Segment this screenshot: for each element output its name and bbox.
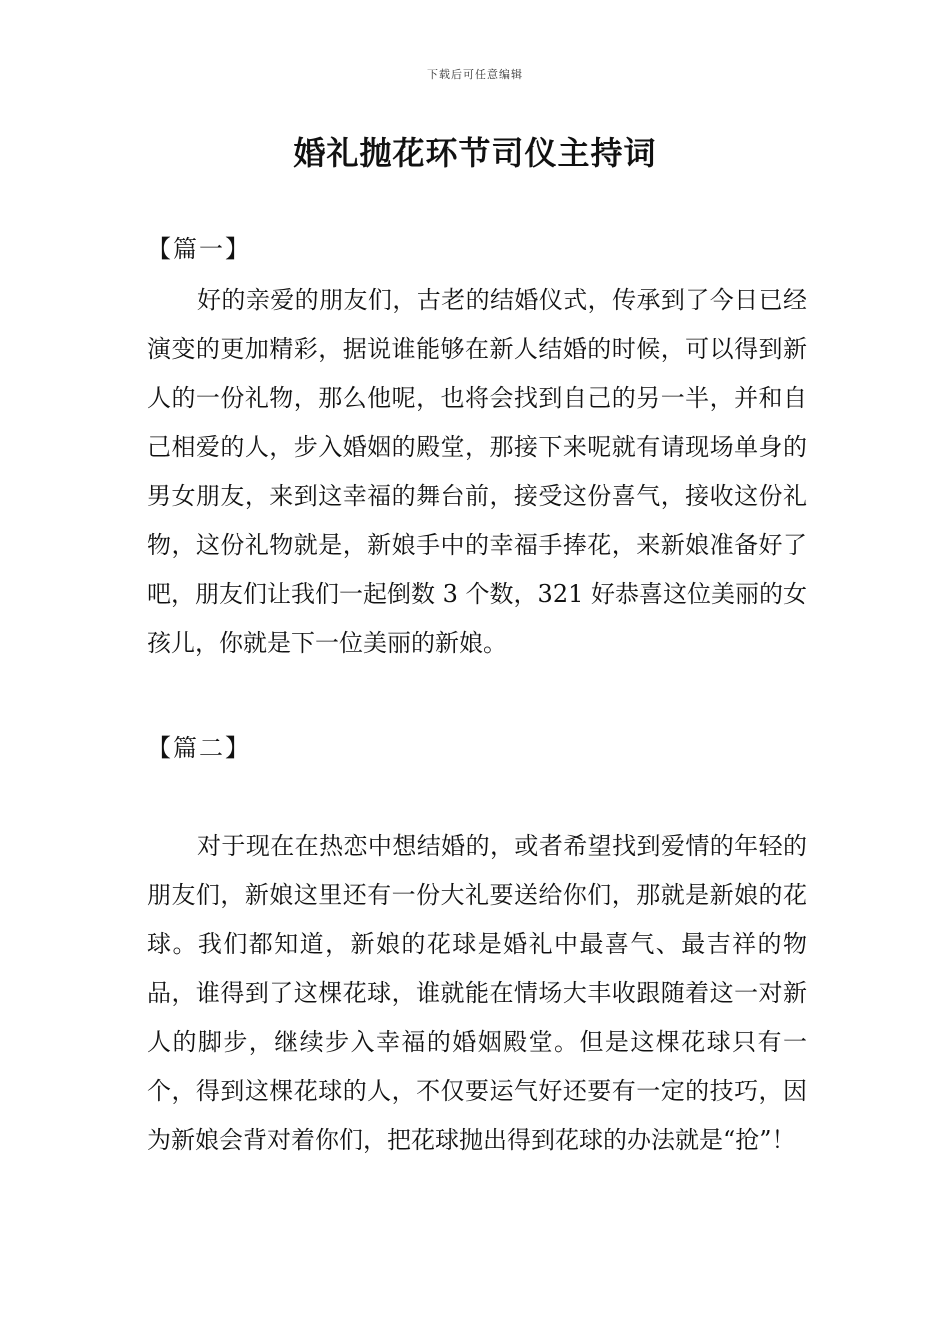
document-title: 婚礼抛花环节司仪主持词 — [293, 134, 657, 172]
section-label-1: 【篇一】 — [147, 235, 251, 263]
page-header-note: 下载后可任意编辑 — [427, 68, 523, 81]
section-label-2: 【篇二】 — [147, 734, 251, 762]
section-paragraph-1: 好的亲爱的朋友们，古老的结婚仪式，传承到了今日已经演变的更加精彩，据说谁能够在新人结婚的时候，可以得到新人的一份礼物，那么他呢，也将会找到自己的另一半，并和自己相爱的人，步入婚姻的殿堂，那接下来呢就有请现场单身的男女朋友，来到这幸福的舞台前，接受这份喜气，接收这份礼物，这份礼物就是，新娘手中的幸福手捧花，来新娘准备好了吧，朋友们让我们一起倒数 3 个数，321 好恭喜这位美丽的女孩儿，你就是下一位美丽的新娘。 — [147, 286, 807, 657]
section-paragraph-2: 对于现在在热恋中想结婚的，或者希望找到爱情的年轻的朋友们，新娘这里还有一份大礼要送给你们，那就是新娘的花球。我们都知道，新娘的花球是婚礼中最喜气、最吉祥的物品，谁得到了这棵花球，谁就能在情场大丰收跟随着这一对新人的脚步，继续步入幸福的婚姻殿堂。但是这棵花球只有一个，得到这棵花球的人，不仅要运气好还要有一定的技巧，因为新娘会背对着你们，把花球抛出得到花球的办法就是“抢”！ — [147, 832, 807, 1154]
